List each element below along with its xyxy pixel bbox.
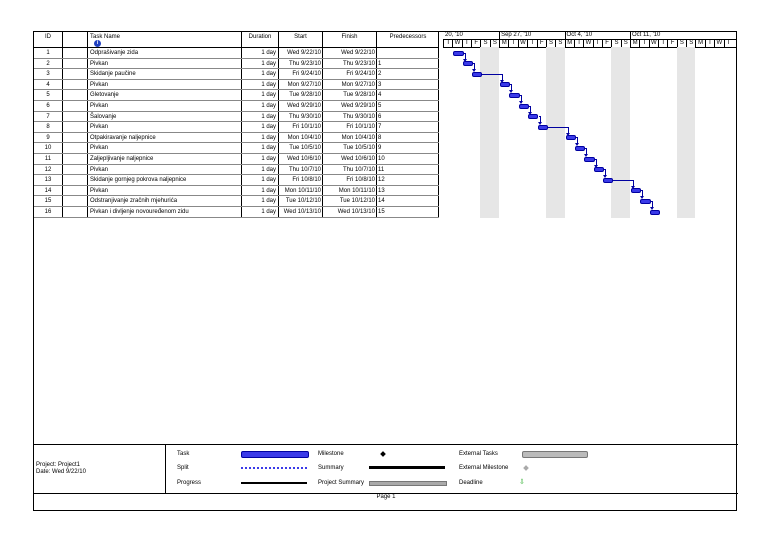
task-bar[interactable] [538, 125, 548, 130]
timescale-day-label: F [602, 39, 611, 47]
task-name[interactable]: Pivkan [88, 80, 242, 90]
task-start[interactable]: Wed 9/22/10 [279, 48, 323, 58]
legend-project-summary-swatch [369, 481, 447, 486]
task-bar[interactable] [509, 93, 519, 98]
timescale-day-label: T [508, 39, 517, 47]
legend-progress-label: Progress [177, 480, 202, 486]
task-duration[interactable]: 1 day [242, 154, 279, 164]
task-finish[interactable]: Thu 9/23/10 [323, 59, 377, 69]
task-duration[interactable]: 1 day [242, 165, 279, 175]
task-name[interactable]: Pivkan [88, 101, 242, 111]
task-id: 16 [34, 207, 63, 217]
timescale-day-label: S [686, 39, 695, 47]
dependency-link [548, 127, 569, 128]
task-duration[interactable]: 1 day [242, 101, 279, 111]
timescale-day-label: F [471, 39, 480, 47]
timescale-day-label: F [667, 39, 676, 47]
task-id: 12 [34, 165, 63, 175]
task-predecessors[interactable]: 15 [377, 207, 439, 217]
task-id: 3 [34, 69, 63, 79]
task-row[interactable] [34, 207, 439, 218]
task-predecessors[interactable]: 5 [377, 101, 439, 111]
task-predecessors[interactable]: 4 [377, 90, 439, 100]
weekend-shade [611, 47, 620, 218]
task-finish[interactable]: Mon 9/27/10 [323, 80, 377, 90]
timescale-day-label: T [639, 39, 648, 47]
task-indicator [63, 175, 88, 185]
task-finish[interactable]: Tue 10/12/10 [323, 196, 377, 206]
task-row[interactable] [34, 48, 439, 59]
legend-external-milestone-label: External Milestone [459, 465, 509, 471]
task-indicator [63, 80, 88, 90]
task-row[interactable] [34, 101, 439, 112]
task-duration[interactable]: 1 day [242, 143, 279, 153]
task-indicator [63, 196, 88, 206]
task-predecessors[interactable]: 8 [377, 133, 439, 143]
legend-milestone-diamond-icon [380, 451, 386, 457]
task-bar[interactable] [500, 82, 510, 87]
task-indicator [63, 133, 88, 143]
task-start[interactable]: Thu 9/23/10 [279, 59, 323, 69]
task-duration[interactable]: 1 day [242, 48, 279, 58]
task-start[interactable]: Fri 9/24/10 [279, 69, 323, 79]
task-start[interactable]: Thu 10/7/10 [279, 165, 323, 175]
legend-milestone-label: Milestone [318, 451, 344, 457]
legend-task-swatch [241, 451, 309, 458]
timescale-day-label: F [537, 39, 546, 47]
task-name[interactable]: Zaljepljivanje naljepnice [88, 154, 242, 164]
task-predecessors[interactable]: 11 [377, 165, 439, 175]
task-name[interactable]: Gletovanje [88, 90, 242, 100]
weekend-shade [621, 47, 630, 218]
weekend-shade [490, 47, 499, 218]
legend-external-tasks-label: External Tasks [459, 451, 498, 457]
task-duration[interactable]: 1 day [242, 112, 279, 122]
task-name[interactable]: Pivkan [88, 59, 242, 69]
task-predecessors[interactable]: 9 [377, 143, 439, 153]
weekend-shade [546, 47, 555, 218]
task-id: 13 [34, 175, 63, 185]
task-row[interactable] [34, 165, 439, 176]
task-id: 11 [34, 154, 63, 164]
task-start[interactable]: Fri 10/1/10 [279, 122, 323, 132]
task-id: 14 [34, 186, 63, 196]
task-name[interactable]: Odprašivanje zida [88, 48, 242, 58]
task-start[interactable]: Tue 10/12/10 [279, 196, 323, 206]
task-bar[interactable] [603, 178, 613, 183]
legend-task-label: Task [177, 451, 190, 457]
weekend-shade [686, 47, 695, 218]
task-row[interactable] [34, 186, 439, 197]
timescale-day-label: S [677, 39, 686, 47]
gantt-chart [443, 32, 737, 218]
weekend-shade [555, 47, 564, 218]
task-bar[interactable] [463, 61, 473, 66]
legend-split-label: Split [177, 465, 189, 471]
task-bar[interactable] [650, 210, 660, 215]
task-duration[interactable]: 1 day [242, 59, 279, 69]
gantt-print-page [33, 31, 737, 511]
task-finish[interactable]: Wed 10/13/10 [323, 207, 377, 217]
task-id: 1 [34, 48, 63, 58]
task-finish[interactable]: Wed 9/22/10 [323, 48, 377, 58]
task-name[interactable]: Pivkan [88, 122, 242, 132]
task-predecessors[interactable]: 3 [377, 80, 439, 90]
timescale-day-label: S [480, 39, 489, 47]
task-duration[interactable]: 1 day [242, 196, 279, 206]
task-id: 10 [34, 143, 63, 153]
timescale-day-label: W [583, 39, 592, 47]
timescale-day-label: T [705, 39, 714, 47]
task-indicator [63, 69, 88, 79]
task-indicator [63, 207, 88, 217]
task-finish[interactable]: Mon 10/11/10 [323, 186, 377, 196]
timescale-day-label: T [443, 39, 452, 47]
timescale-week-separator [565, 32, 566, 39]
timescale-day-label: T [527, 39, 536, 47]
timescale-day-label: T [658, 39, 667, 47]
task-name[interactable]: Skidanje gornjeg pokrova naljepnice [88, 175, 242, 185]
task-name[interactable]: Otpakiravanje naljepnice [88, 133, 242, 143]
task-predecessors[interactable]: 13 [377, 186, 439, 196]
task-bar[interactable] [453, 51, 463, 56]
timescale-week-label: Sep 27, '10 [501, 32, 532, 38]
task-name[interactable]: Pivkan [88, 165, 242, 175]
task-id: 2 [34, 59, 63, 69]
task-start[interactable]: Fri 10/8/10 [279, 175, 323, 185]
task-id: 7 [34, 112, 63, 122]
task-indicator [63, 101, 88, 111]
col-predecessors-header[interactable]: Predecessors [377, 32, 439, 47]
task-finish[interactable]: Fri 10/1/10 [323, 122, 377, 132]
task-start[interactable]: Mon 10/11/10 [279, 186, 323, 196]
timescale-day-label: T [593, 39, 602, 47]
task-bar[interactable] [472, 72, 482, 77]
task-bar[interactable] [640, 199, 650, 204]
task-predecessors[interactable]: 10 [377, 154, 439, 164]
task-duration[interactable]: 1 day [242, 207, 279, 217]
legend-external-milestone-diamond-icon [523, 465, 529, 471]
task-indicator [63, 90, 88, 100]
task-row[interactable] [34, 133, 439, 144]
task-finish[interactable]: Thu 10/7/10 [323, 165, 377, 175]
task-id: 9 [34, 133, 63, 143]
timescale-day-label: T [724, 39, 733, 47]
timescale-week-label: Oct 4, '10 [566, 32, 593, 38]
page-footer: Page 1 [376, 494, 396, 500]
col-indicators-header[interactable] [63, 32, 99, 47]
task-row[interactable] [34, 175, 439, 186]
task-start[interactable]: Wed 9/29/10 [279, 101, 323, 111]
timescale-day-label: S [546, 39, 555, 47]
task-bar[interactable] [528, 114, 538, 119]
task-name[interactable]: Pivkan [88, 143, 242, 153]
task-row[interactable] [34, 154, 439, 165]
task-row[interactable] [34, 122, 439, 133]
timescale-day-label: M [499, 39, 508, 47]
timescale-week-label: 20, '10 [445, 32, 463, 38]
col-duration-header[interactable]: Duration [242, 32, 279, 47]
legend-date: Date: Wed 9/22/10 [36, 469, 86, 475]
task-predecessors[interactable]: 7 [377, 122, 439, 132]
timescale-day-label: S [621, 39, 630, 47]
task-duration[interactable]: 1 day [242, 90, 279, 100]
task-row[interactable] [34, 80, 439, 91]
timescale-day-label: T [462, 39, 471, 47]
task-sheet [34, 32, 439, 218]
task-finish[interactable]: Wed 10/6/10 [323, 154, 377, 164]
task-finish[interactable]: Wed 9/29/10 [323, 101, 377, 111]
task-duration[interactable]: 1 day [242, 186, 279, 196]
timescale-week-separator [499, 32, 500, 39]
task-row[interactable] [34, 196, 439, 207]
task-name[interactable]: Pivkan i divljenje novouređenom zidu [88, 207, 242, 217]
task-predecessors[interactable]: 6 [377, 112, 439, 122]
legend-summary-swatch [369, 466, 445, 469]
legend-summary-label: Summary [318, 465, 344, 471]
task-id: 6 [34, 101, 63, 111]
task-start[interactable]: Tue 10/5/10 [279, 143, 323, 153]
timescale-day-label: M [630, 39, 639, 47]
timescale-day-label: T [574, 39, 583, 47]
task-finish[interactable]: Tue 9/28/10 [323, 90, 377, 100]
task-start[interactable]: Wed 10/6/10 [279, 154, 323, 164]
task-indicator [63, 186, 88, 196]
legend-split-swatch [241, 467, 307, 469]
task-finish[interactable]: Mon 10/4/10 [323, 133, 377, 143]
task-id: 5 [34, 90, 63, 100]
task-start[interactable]: Mon 9/27/10 [279, 80, 323, 90]
task-start[interactable]: Tue 9/28/10 [279, 90, 323, 100]
timescale-day-label: W [518, 39, 527, 47]
task-bar[interactable] [566, 135, 576, 140]
timescale-day-label: M [695, 39, 704, 47]
task-duration[interactable]: 1 day [242, 133, 279, 143]
legend [34, 444, 738, 494]
task-name[interactable]: Skidanje paučine [88, 69, 242, 79]
task-name[interactable]: Šalovanje [88, 112, 242, 122]
task-row[interactable] [34, 143, 439, 154]
timescale-day-label: W [649, 39, 658, 47]
info-icon: i [94, 40, 101, 47]
dependency-link [482, 74, 503, 75]
timescale-week-label: Oct 11, '10 [632, 32, 661, 38]
task-row[interactable] [34, 112, 439, 123]
task-indicator [63, 59, 88, 69]
deadline-arrow-icon: ⇩ [519, 479, 525, 486]
task-start[interactable]: Mon 10/4/10 [279, 133, 323, 143]
task-indicator [63, 48, 88, 58]
task-finish[interactable]: Tue 10/5/10 [323, 143, 377, 153]
col-finish-header[interactable]: Finish [323, 32, 377, 47]
legend-project: Project: Project1 [36, 462, 81, 468]
legend-external-tasks-swatch [522, 451, 588, 458]
task-predecessors[interactable]: 14 [377, 196, 439, 206]
task-finish[interactable]: Fri 10/8/10 [323, 175, 377, 185]
task-duration[interactable]: 1 day [242, 122, 279, 132]
task-duration[interactable]: 1 day [242, 69, 279, 79]
timescale-day-label: S [611, 39, 620, 47]
timescale-day-label: S [555, 39, 564, 47]
task-duration[interactable]: 1 day [242, 175, 279, 185]
task-indicator [63, 143, 88, 153]
task-bar[interactable] [594, 167, 604, 172]
task-duration[interactable]: 1 day [242, 80, 279, 90]
task-indicator [63, 112, 88, 122]
task-indicator [63, 122, 88, 132]
task-start[interactable]: Wed 10/13/10 [279, 207, 323, 217]
col-id-header[interactable]: ID [34, 32, 63, 47]
task-bar[interactable] [575, 146, 585, 151]
timescale-day-label: W [452, 39, 461, 47]
col-task-name-header[interactable]: Task Name [88, 32, 242, 47]
task-predecessors[interactable] [377, 48, 439, 58]
timescale-week-separator [630, 32, 631, 39]
weekend-shade [677, 47, 686, 218]
legend-project-summary-label: Project Summary [318, 480, 365, 486]
task-row[interactable] [34, 69, 439, 80]
task-id: 8 [34, 122, 63, 132]
task-bar[interactable] [519, 104, 529, 109]
task-id: 15 [34, 196, 63, 206]
task-predecessors[interactable]: 12 [377, 175, 439, 185]
task-start[interactable]: Thu 9/30/10 [279, 112, 323, 122]
task-name[interactable]: Odstranjivanje zračnih mjehurića [88, 196, 242, 206]
timescale-day-label: S [490, 39, 499, 47]
task-finish[interactable]: Thu 9/30/10 [323, 112, 377, 122]
legend-progress-swatch [241, 482, 307, 484]
task-bar[interactable] [631, 188, 641, 193]
task-predecessors[interactable]: 1 [377, 59, 439, 69]
dependency-link [613, 180, 634, 181]
task-bar[interactable] [584, 157, 594, 162]
timescale-day-label: W [714, 39, 723, 47]
task-id: 4 [34, 80, 63, 90]
task-row[interactable] [34, 90, 439, 101]
task-name[interactable]: Pivkan [88, 186, 242, 196]
task-finish[interactable]: Fri 9/24/10 [323, 69, 377, 79]
legend-deadline-label: Deadline [459, 480, 483, 486]
timescale-day-label: M [565, 39, 574, 47]
task-predecessors[interactable]: 2 [377, 69, 439, 79]
col-start-header[interactable]: Start [279, 32, 323, 47]
header-row [34, 32, 439, 48]
task-indicator [63, 165, 88, 175]
task-indicator [63, 154, 88, 164]
task-row[interactable] [34, 59, 439, 70]
